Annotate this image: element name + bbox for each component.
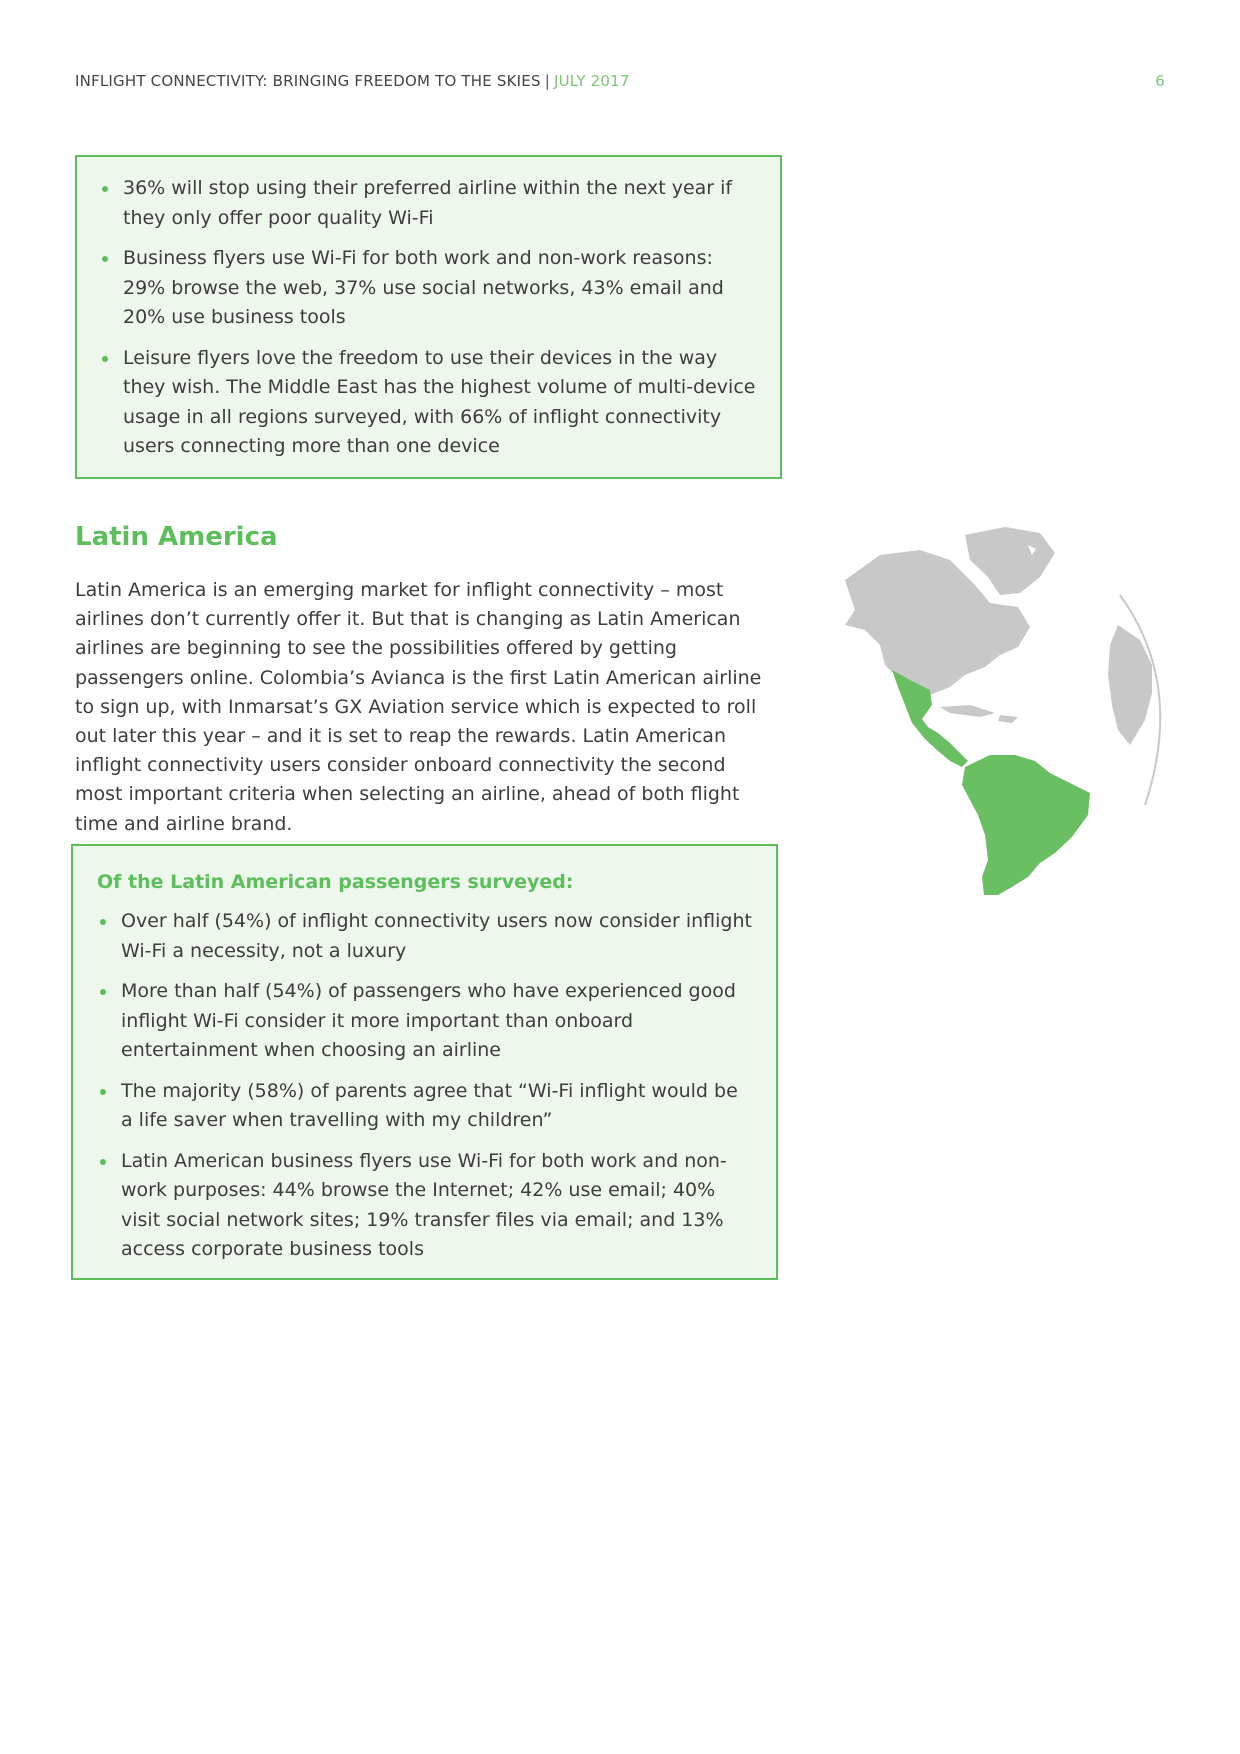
bullet-item: Latin American business flyers use Wi-Fi for both work and non-work purposes: 44% browse the Internet; 42% use email; 40% visit social network sites; 19% transfer files via email; and 13% access corporate business tools bbox=[97, 1147, 752, 1265]
bullet-item: Business flyers use Wi-Fi for both work and non-work reasons: 29% browse the web, 37% use social networks, 43% email and 20% use business tools bbox=[99, 244, 756, 333]
bullet-item: Leisure flyers love the freedom to use their devices in the way they wish. The Middle East has the highest volume of multi-device usage in all regions surveyed, with 66% of inflight connectivity users connecting more than one device bbox=[99, 344, 756, 462]
document-title: INFLIGHT CONNECTIVITY: BRINGING FREEDOM TO THE SKIES bbox=[75, 72, 541, 90]
section-title-latin-america: Latin America bbox=[75, 522, 278, 552]
bullet-item: Over half (54%) of inflight connectivity users now consider inflight Wi-Fi a necessity, not a luxury bbox=[97, 907, 752, 966]
bullet-item: More than half (54%) of passengers who have experienced good inflight Wi-Fi consider it more important than onboard entertainment when choosing an airline bbox=[97, 977, 752, 1066]
page-header bbox=[75, 72, 1165, 96]
bullet-item: The majority (58%) of parents agree that “Wi-Fi inflight would be a life saver when travelling with my children” bbox=[97, 1077, 752, 1136]
middle-east-stats-box bbox=[75, 155, 782, 479]
page-number: 6 bbox=[1155, 72, 1165, 90]
greenland-shape bbox=[965, 527, 1055, 595]
middle-east-bullet-list bbox=[99, 174, 756, 462]
caribbean-islands-shape bbox=[940, 705, 995, 717]
survey-box-heading: Of the Latin American passengers surveyed: bbox=[97, 871, 574, 893]
south-america-shape bbox=[962, 755, 1090, 895]
latin-america-paragraph: Latin America is an emerging market for inflight connectivity – most airlines don’t currently offer it. But that is changing as Latin American airlines are beginning to see the possibilities offered by getting passengers online. Colombia’s Avianca is the first Latin American airline to sign up, with Inmarsat’s GX Aviation service which is expected to roll out later this year – and it is set to reap the rewards. Latin American inflight connectivity users consider onboard connectivity the second most important criteria when selecting an airline, ahead of both flight time and airline brand. bbox=[75, 579, 762, 835]
hispaniola-shape bbox=[998, 715, 1018, 723]
globe-americas-illustration bbox=[800, 515, 1180, 895]
header-separator: | bbox=[544, 72, 550, 90]
document-date: JULY 2017 bbox=[553, 72, 630, 90]
survey-bullet-list bbox=[97, 907, 752, 1265]
bullet-item: 36% will stop using their preferred airline within the next year if they only offer poor quality Wi-Fi bbox=[99, 174, 756, 233]
latin-america-survey-box bbox=[71, 844, 778, 1280]
